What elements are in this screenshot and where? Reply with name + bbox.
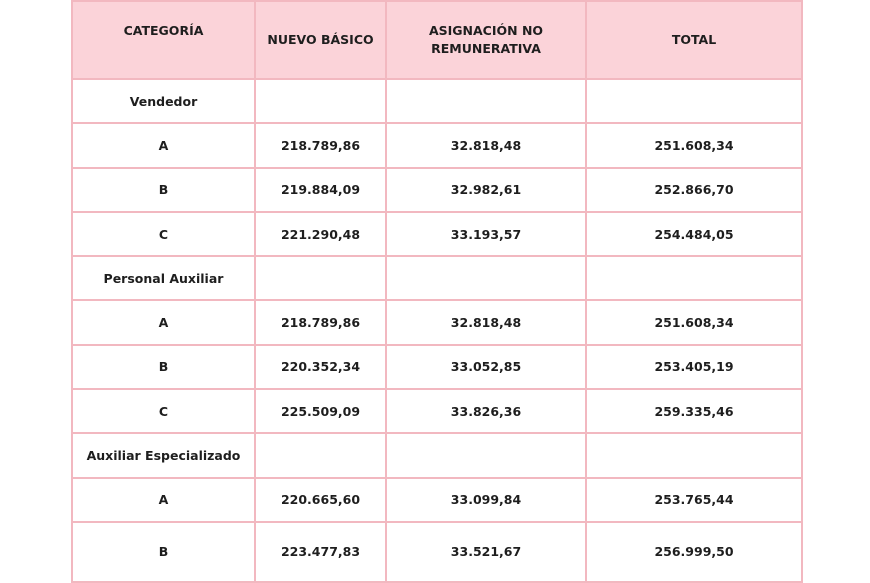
empty-cell [255,79,386,123]
asignacion-cell: 33.521,67 [386,522,586,582]
asignacion-cell: 33.193,57 [386,212,586,256]
empty-cell [255,433,386,477]
salary-table [71,0,803,583]
table-row [72,212,802,256]
asignacion-cell: 32.982,61 [386,168,586,212]
total-cell: 253.405,19 [586,345,802,389]
empty-cell [386,433,586,477]
empty-cell [386,79,586,123]
category-cell: B [72,522,255,582]
group-row-vendedor [72,79,802,123]
table-row [72,522,802,582]
basico-cell: 220.665,60 [255,478,386,522]
basico-cell: 218.789,86 [255,123,386,167]
header-categoria: CATEGORÍA [72,1,255,79]
table-row [72,345,802,389]
category-cell: B [72,345,255,389]
table-row [72,389,802,433]
basico-cell: 218.789,86 [255,300,386,344]
asignacion-cell: 33.826,36 [386,389,586,433]
empty-cell [586,256,802,300]
total-cell: 251.608,34 [586,123,802,167]
group-label: Auxiliar Especializado [72,433,255,477]
empty-cell [255,256,386,300]
total-cell: 254.484,05 [586,212,802,256]
basico-cell: 225.509,09 [255,389,386,433]
group-row-auxiliar-especializado [72,433,802,477]
total-cell: 256.999,50 [586,522,802,582]
header-asignacion-no-remunerativa: ASIGNACIÓN NO REMUNERATIVA [386,1,586,79]
table-row [72,478,802,522]
group-label: Vendedor [72,79,255,123]
empty-cell [586,79,802,123]
total-cell: 252.866,70 [586,168,802,212]
category-cell: C [72,212,255,256]
table-row [72,168,802,212]
asignacion-cell: 33.099,84 [386,478,586,522]
total-cell: 253.765,44 [586,478,802,522]
table-row [72,300,802,344]
asignacion-cell: 32.818,48 [386,123,586,167]
category-cell: A [72,123,255,167]
asignacion-cell: 32.818,48 [386,300,586,344]
category-cell: A [72,300,255,344]
empty-cell [586,433,802,477]
asignacion-cell: 33.052,85 [386,345,586,389]
category-cell: B [72,168,255,212]
basico-cell: 220.352,34 [255,345,386,389]
header-nuevo-basico: NUEVO BÁSICO [255,1,386,79]
total-cell: 251.608,34 [586,300,802,344]
basico-cell: 223.477,83 [255,522,386,582]
category-cell: C [72,389,255,433]
total-cell: 259.335,46 [586,389,802,433]
header-total: TOTAL [586,1,802,79]
group-label: Personal Auxiliar [72,256,255,300]
basico-cell: 219.884,09 [255,168,386,212]
basico-cell: 221.290,48 [255,212,386,256]
salary-table-container [71,0,801,583]
header-row [72,1,802,79]
empty-cell [386,256,586,300]
category-cell: A [72,478,255,522]
group-row-personal-auxiliar [72,256,802,300]
table-row [72,123,802,167]
